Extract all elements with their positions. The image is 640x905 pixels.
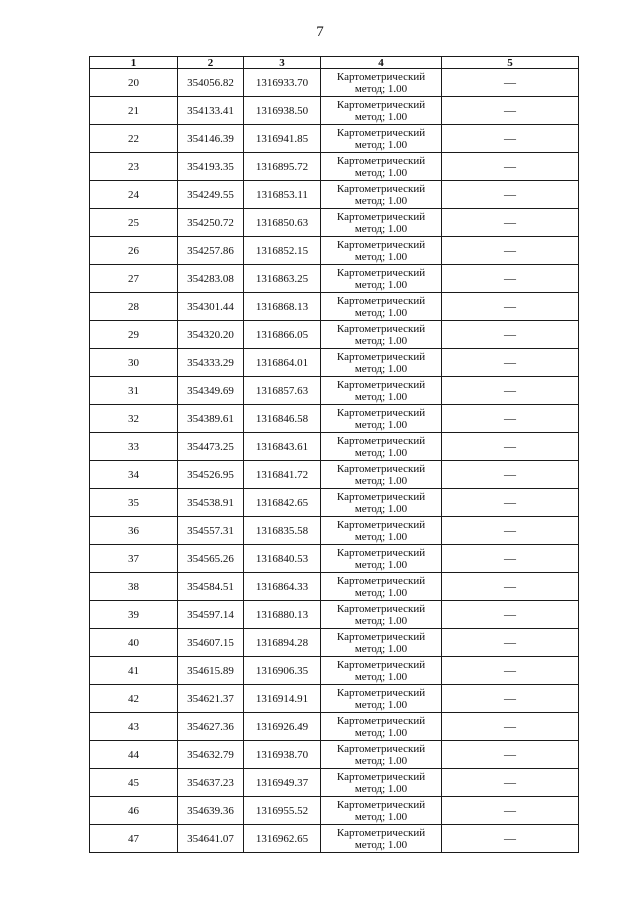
x-coordinate-cell: 354257.86 (178, 237, 244, 265)
description-cell (442, 125, 579, 153)
y-coordinate-cell: 1316835.58 (244, 517, 321, 545)
table-row (90, 433, 579, 461)
table-row (90, 825, 579, 853)
point-number-cell: 33 (90, 433, 178, 461)
method-name: Картометрический (336, 714, 426, 727)
header-row (90, 57, 579, 69)
point-number-cell: 25 (90, 209, 178, 237)
method-accuracy: метод; 1.00 (354, 586, 408, 599)
y-coordinate-cell: 1316949.37 (244, 769, 321, 797)
description-cell (442, 573, 579, 601)
x-coordinate-cell: 354333.29 (178, 349, 244, 377)
method-cell (321, 433, 442, 461)
empty-dash: — (504, 607, 516, 621)
method-cell (321, 209, 442, 237)
description-cell (442, 797, 579, 825)
y-coordinate-cell: 1316938.70 (244, 741, 321, 769)
y-coordinate-cell: 1316866.05 (244, 321, 321, 349)
description-cell (442, 153, 579, 181)
empty-dash: — (504, 299, 516, 313)
description-cell (442, 377, 579, 405)
method-cell (321, 237, 442, 265)
empty-dash: — (504, 747, 516, 761)
method-accuracy: метод; 1.00 (354, 138, 408, 151)
method-cell (321, 629, 442, 657)
empty-dash: — (504, 355, 516, 369)
description-cell (442, 741, 579, 769)
y-coordinate-cell: 1316955.52 (244, 797, 321, 825)
method-cell (321, 349, 442, 377)
description-cell (442, 349, 579, 377)
method-name: Картометрический (336, 658, 426, 671)
table-row (90, 713, 579, 741)
method-accuracy: метод; 1.00 (354, 194, 408, 207)
point-number-cell: 23 (90, 153, 178, 181)
empty-dash: — (504, 383, 516, 397)
description-cell (442, 601, 579, 629)
method-cell (321, 125, 442, 153)
description-cell (442, 321, 579, 349)
x-coordinate-cell: 354621.37 (178, 685, 244, 713)
description-cell (442, 265, 579, 293)
method-cell (321, 657, 442, 685)
empty-dash: — (504, 439, 516, 453)
x-coordinate-cell: 354133.41 (178, 97, 244, 125)
table-row (90, 741, 579, 769)
x-coordinate-cell: 354557.31 (178, 517, 244, 545)
method-name: Картометрический (336, 238, 426, 251)
table-body (90, 69, 579, 853)
x-coordinate-cell: 354615.89 (178, 657, 244, 685)
method-accuracy: метод; 1.00 (354, 810, 408, 823)
point-number-cell: 44 (90, 741, 178, 769)
x-coordinate-cell: 354389.61 (178, 405, 244, 433)
description-cell (442, 713, 579, 741)
point-number-cell: 35 (90, 489, 178, 517)
empty-dash: — (504, 719, 516, 733)
point-number-cell: 37 (90, 545, 178, 573)
y-coordinate-cell: 1316841.72 (244, 461, 321, 489)
method-cell (321, 741, 442, 769)
description-cell (442, 629, 579, 657)
y-coordinate-cell: 1316938.50 (244, 97, 321, 125)
point-number-cell: 21 (90, 97, 178, 125)
empty-dash: — (504, 159, 516, 173)
table-row (90, 797, 579, 825)
x-coordinate-cell: 354627.36 (178, 713, 244, 741)
method-name: Картометрический (336, 266, 426, 279)
method-name: Картометрический (336, 546, 426, 559)
empty-dash: — (504, 187, 516, 201)
table-row (90, 349, 579, 377)
y-coordinate-cell: 1316962.65 (244, 825, 321, 853)
method-name: Картометрический (336, 322, 426, 335)
coordinates-table (89, 56, 579, 853)
method-accuracy: метод; 1.00 (354, 558, 408, 571)
empty-dash: — (504, 243, 516, 257)
point-number-cell: 24 (90, 181, 178, 209)
table-row (90, 573, 579, 601)
x-coordinate-cell: 354193.35 (178, 153, 244, 181)
table-row (90, 237, 579, 265)
x-coordinate-cell: 354056.82 (178, 69, 244, 97)
y-coordinate-cell: 1316850.63 (244, 209, 321, 237)
description-cell (442, 825, 579, 853)
empty-dash: — (504, 579, 516, 593)
method-name: Картометрический (336, 770, 426, 783)
method-accuracy: метод; 1.00 (354, 670, 408, 683)
y-coordinate-cell: 1316864.01 (244, 349, 321, 377)
description-cell (442, 181, 579, 209)
table-row (90, 489, 579, 517)
x-coordinate-cell: 354637.23 (178, 769, 244, 797)
y-coordinate-cell: 1316846.58 (244, 405, 321, 433)
method-cell (321, 545, 442, 573)
description-cell (442, 97, 579, 125)
method-name: Картометрический (336, 742, 426, 755)
method-accuracy: метод; 1.00 (354, 726, 408, 739)
y-coordinate-cell: 1316840.53 (244, 545, 321, 573)
point-number-cell: 38 (90, 573, 178, 601)
point-number-cell: 30 (90, 349, 178, 377)
method-cell (321, 713, 442, 741)
point-number-cell: 26 (90, 237, 178, 265)
point-number-cell: 20 (90, 69, 178, 97)
method-cell (321, 69, 442, 97)
method-name: Картометрический (336, 98, 426, 111)
method-cell (321, 573, 442, 601)
table-row (90, 657, 579, 685)
table-row (90, 97, 579, 125)
x-coordinate-cell: 354565.26 (178, 545, 244, 573)
x-coordinate-cell: 354249.55 (178, 181, 244, 209)
empty-dash: — (504, 831, 516, 845)
method-cell (321, 601, 442, 629)
method-accuracy: метод; 1.00 (354, 166, 408, 179)
empty-dash: — (504, 75, 516, 89)
description-cell (442, 209, 579, 237)
method-cell (321, 769, 442, 797)
x-coordinate-cell: 354250.72 (178, 209, 244, 237)
method-cell (321, 489, 442, 517)
method-accuracy: метод; 1.00 (354, 390, 408, 403)
y-coordinate-cell: 1316864.33 (244, 573, 321, 601)
table-row (90, 461, 579, 489)
method-cell (321, 405, 442, 433)
x-coordinate-cell: 354146.39 (178, 125, 244, 153)
y-coordinate-cell: 1316853.11 (244, 181, 321, 209)
x-coordinate-cell: 354283.08 (178, 265, 244, 293)
header-col-4: 4 (321, 57, 442, 69)
method-name: Картометрический (336, 602, 426, 615)
point-number-cell: 27 (90, 265, 178, 293)
method-name: Картометрический (336, 378, 426, 391)
table-row (90, 321, 579, 349)
y-coordinate-cell: 1316941.85 (244, 125, 321, 153)
table-row (90, 769, 579, 797)
y-coordinate-cell: 1316895.72 (244, 153, 321, 181)
method-name: Картометрический (336, 210, 426, 223)
empty-dash: — (504, 663, 516, 677)
table-row (90, 601, 579, 629)
point-number-cell: 46 (90, 797, 178, 825)
empty-dash: — (504, 775, 516, 789)
header-col-1: 1 (90, 57, 178, 69)
x-coordinate-cell: 354301.44 (178, 293, 244, 321)
description-cell (442, 489, 579, 517)
description-cell (442, 405, 579, 433)
point-number-cell: 41 (90, 657, 178, 685)
empty-dash: — (504, 803, 516, 817)
table-row (90, 69, 579, 97)
y-coordinate-cell: 1316868.13 (244, 293, 321, 321)
description-cell (442, 685, 579, 713)
method-accuracy: метод; 1.00 (354, 278, 408, 291)
y-coordinate-cell: 1316880.13 (244, 601, 321, 629)
empty-dash: — (504, 411, 516, 425)
y-coordinate-cell: 1316857.63 (244, 377, 321, 405)
table-header (90, 57, 579, 69)
description-cell (442, 657, 579, 685)
point-number-cell: 42 (90, 685, 178, 713)
method-accuracy: метод; 1.00 (354, 642, 408, 655)
x-coordinate-cell: 354632.79 (178, 741, 244, 769)
description-cell (442, 461, 579, 489)
method-accuracy: метод; 1.00 (354, 614, 408, 627)
method-accuracy: метод; 1.00 (354, 502, 408, 515)
empty-dash: — (504, 691, 516, 705)
point-number-cell: 28 (90, 293, 178, 321)
method-cell (321, 685, 442, 713)
empty-dash: — (504, 327, 516, 341)
table-row (90, 629, 579, 657)
method-name: Картометрический (336, 630, 426, 643)
method-accuracy: метод; 1.00 (354, 474, 408, 487)
method-cell (321, 181, 442, 209)
description-cell (442, 769, 579, 797)
header-col-5: 5 (442, 57, 579, 69)
table-row (90, 265, 579, 293)
method-accuracy: метод; 1.00 (354, 334, 408, 347)
method-name: Картометрический (336, 574, 426, 587)
table-row (90, 153, 579, 181)
description-cell (442, 237, 579, 265)
x-coordinate-cell: 354473.25 (178, 433, 244, 461)
y-coordinate-cell: 1316863.25 (244, 265, 321, 293)
method-accuracy: метод; 1.00 (354, 446, 408, 459)
y-coordinate-cell: 1316906.35 (244, 657, 321, 685)
method-cell (321, 153, 442, 181)
empty-dash: — (504, 551, 516, 565)
method-name: Картометрический (336, 182, 426, 195)
method-cell (321, 321, 442, 349)
method-cell (321, 461, 442, 489)
x-coordinate-cell: 354641.07 (178, 825, 244, 853)
point-number-cell: 45 (90, 769, 178, 797)
empty-dash: — (504, 103, 516, 117)
point-number-cell: 47 (90, 825, 178, 853)
method-name: Картометрический (336, 798, 426, 811)
method-cell (321, 377, 442, 405)
table-row (90, 125, 579, 153)
method-name: Картометрический (336, 350, 426, 363)
x-coordinate-cell: 354639.36 (178, 797, 244, 825)
method-cell (321, 517, 442, 545)
table-row (90, 293, 579, 321)
method-accuracy: метод; 1.00 (354, 110, 408, 123)
method-accuracy: метод; 1.00 (354, 698, 408, 711)
y-coordinate-cell: 1316926.49 (244, 713, 321, 741)
method-name: Картометрический (336, 294, 426, 307)
method-accuracy: метод; 1.00 (354, 222, 408, 235)
method-cell (321, 293, 442, 321)
description-cell (442, 517, 579, 545)
method-name: Картометрический (336, 686, 426, 699)
table-row (90, 209, 579, 237)
page-number: 7 (316, 24, 324, 40)
method-cell (321, 97, 442, 125)
x-coordinate-cell: 354607.15 (178, 629, 244, 657)
table-row (90, 545, 579, 573)
point-number-cell: 32 (90, 405, 178, 433)
point-number-cell: 31 (90, 377, 178, 405)
method-name: Картометрический (336, 518, 426, 531)
method-accuracy: метод; 1.00 (354, 82, 408, 95)
table-row (90, 517, 579, 545)
point-number-cell: 39 (90, 601, 178, 629)
y-coordinate-cell: 1316894.28 (244, 629, 321, 657)
header-col-3: 3 (244, 57, 321, 69)
description-cell (442, 545, 579, 573)
table-row (90, 377, 579, 405)
empty-dash: — (504, 271, 516, 285)
method-name: Картометрический (336, 70, 426, 83)
x-coordinate-cell: 354349.69 (178, 377, 244, 405)
y-coordinate-cell: 1316852.15 (244, 237, 321, 265)
table-row (90, 685, 579, 713)
method-name: Картометрический (336, 826, 426, 839)
method-accuracy: метод; 1.00 (354, 250, 408, 263)
method-name: Картометрический (336, 154, 426, 167)
method-name: Картометрический (336, 126, 426, 139)
method-accuracy: метод; 1.00 (354, 782, 408, 795)
y-coordinate-cell: 1316842.65 (244, 489, 321, 517)
method-accuracy: метод; 1.00 (354, 362, 408, 375)
point-number-cell: 40 (90, 629, 178, 657)
method-cell (321, 265, 442, 293)
point-number-cell: 29 (90, 321, 178, 349)
method-name: Картометрический (336, 406, 426, 419)
method-accuracy: метод; 1.00 (354, 530, 408, 543)
y-coordinate-cell: 1316914.91 (244, 685, 321, 713)
x-coordinate-cell: 354584.51 (178, 573, 244, 601)
header-col-2: 2 (178, 57, 244, 69)
description-cell (442, 69, 579, 97)
description-cell (442, 433, 579, 461)
empty-dash: — (504, 635, 516, 649)
point-number-cell: 36 (90, 517, 178, 545)
x-coordinate-cell: 354526.95 (178, 461, 244, 489)
empty-dash: — (504, 215, 516, 229)
empty-dash: — (504, 467, 516, 481)
x-coordinate-cell: 354320.20 (178, 321, 244, 349)
method-accuracy: метод; 1.00 (354, 418, 408, 431)
table-row (90, 181, 579, 209)
table-row (90, 405, 579, 433)
x-coordinate-cell: 354597.14 (178, 601, 244, 629)
method-cell (321, 825, 442, 853)
method-accuracy: метод; 1.00 (354, 754, 408, 767)
method-name: Картометрический (336, 434, 426, 447)
empty-dash: — (504, 523, 516, 537)
empty-dash: — (504, 131, 516, 145)
method-accuracy: метод; 1.00 (354, 306, 408, 319)
x-coordinate-cell: 354538.91 (178, 489, 244, 517)
description-cell (442, 293, 579, 321)
point-number-cell: 43 (90, 713, 178, 741)
method-name: Картометрический (336, 490, 426, 503)
method-name: Картометрический (336, 462, 426, 475)
method-accuracy: метод; 1.00 (354, 838, 408, 851)
method-cell (321, 797, 442, 825)
y-coordinate-cell: 1316843.61 (244, 433, 321, 461)
empty-dash: — (504, 495, 516, 509)
point-number-cell: 22 (90, 125, 178, 153)
point-number-cell: 34 (90, 461, 178, 489)
y-coordinate-cell: 1316933.70 (244, 69, 321, 97)
